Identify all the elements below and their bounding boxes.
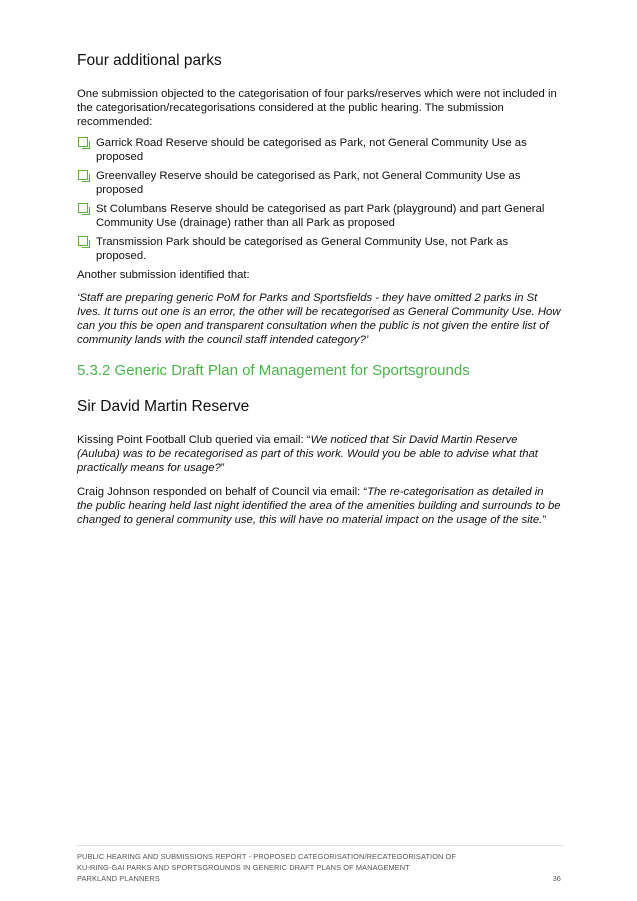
- submission-quote: ‘Staff are preparing generic PoM for Parks and Sportsfields - they have omitted 2 parks in St Ives. It turns out one is an error, the other will be recategorised as General Community Use. How can you this be open and transparent consultation when the public is not given the entire list of community lands with the council staff intended category?’: [77, 292, 561, 346]
- another-submission-text: Another submission identified that:: [77, 269, 250, 281]
- checkbox-bullet-icon: [78, 137, 88, 147]
- page-number: 36: [552, 874, 561, 883]
- page-footer: [77, 845, 563, 884]
- heading-four-additional-parks: Four additional parks: [77, 52, 222, 69]
- football-club-paragraph: Kissing Point Football Club queried via email: “We noticed that Sir David Martin Reserve (Auluba) was to be recategorised as part of this work. Would you be able to advise what that practically means for usage?”: [77, 434, 538, 474]
- list-item: Greenvalley Reserve should be categorised as Park, not General Community Use as proposed: [77, 169, 561, 197]
- footer-line-2: KU-RING-GAI PARKS AND SPORTSGROUNDS IN GENERIC DRAFT PLANS OF MANAGEMENT: [77, 863, 410, 872]
- checkbox-bullet-icon: [78, 203, 88, 213]
- list-item: Transmission Park should be categorised as General Community Use, not Park as proposed.: [77, 235, 561, 263]
- council-response-paragraph: Craig Johnson responded on behalf of Council via email: “The re-categorisation as detailed in the public hearing held last night identified the area of the amenities building and surrounds to be changed to general community use, this will have no material impact on the usage of the site.”: [77, 486, 561, 526]
- footer-line-1: PUBLIC HEARING AND SUBMISSIONS REPORT - PROPOSED CATEGORISATION/RECATEGORISATION OF: [77, 852, 457, 861]
- document-body: [77, 52, 561, 534]
- list-item: Garrick Road Reserve should be categorised as Park, not General Community Use as proposed: [77, 136, 561, 164]
- recommendation-list: [77, 136, 561, 263]
- footer-line-3: PARKLAND PLANNERS: [77, 874, 160, 883]
- section-heading-5-3-2: 5.3.2 Generic Draft Plan of Management for Sportsgrounds: [77, 362, 470, 379]
- list-item: St Columbans Reserve should be categorised as part Park (playground) and part General Community Use (drainage) rather than all Park as proposed: [77, 202, 561, 230]
- intro-paragraph: One submission objected to the categorisation of four parks/reserves which were not included in the categorisation/recategorisations considered at the public hearing. The submission recommended:: [77, 88, 557, 128]
- heading-sir-david-martin-reserve: Sir David Martin Reserve: [77, 398, 250, 415]
- checkbox-bullet-icon: [78, 236, 88, 246]
- checkbox-bullet-icon: [78, 170, 88, 180]
